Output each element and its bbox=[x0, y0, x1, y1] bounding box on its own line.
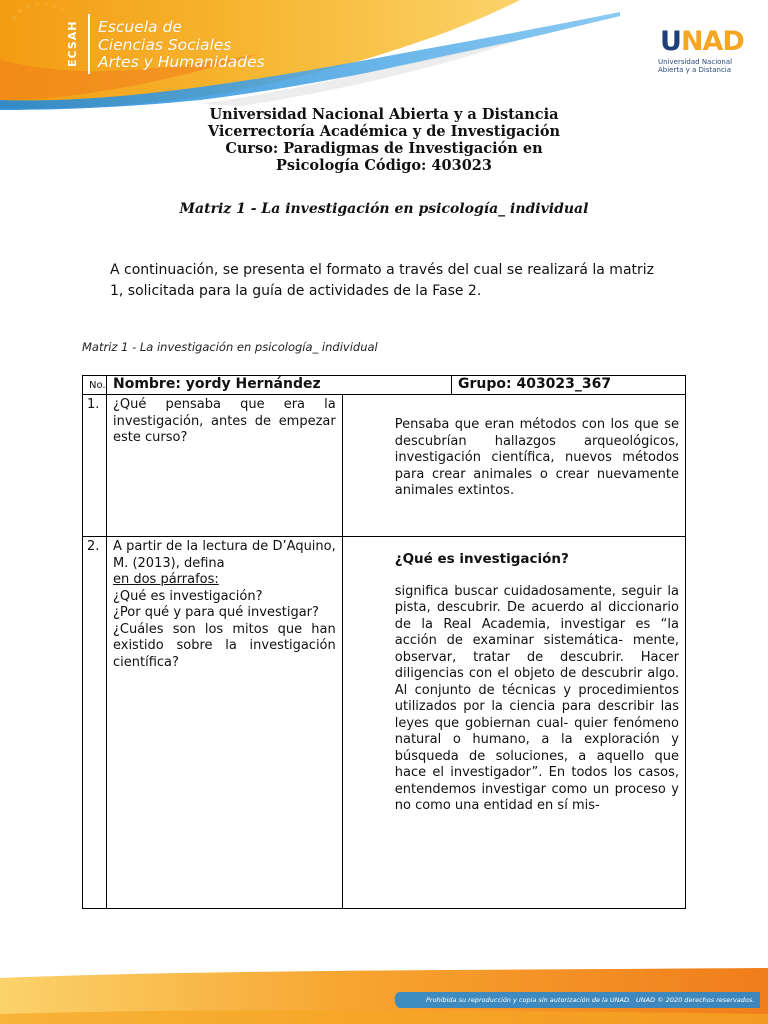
question-item: ¿Qué es investigación? bbox=[112, 588, 263, 604]
header-student-name: Nombre: yordy Hernández bbox=[107, 376, 452, 394]
question-underlined: en dos párrafos: bbox=[112, 572, 219, 587]
answer-text: Pensaba que eran métodos con los que se descubrían hallazgos arqueológicos, investigación científica, nuevos métodos para crear animales o crear nuevamente animales extintos. bbox=[394, 417, 679, 498]
footer-copyright-notice: Prohibida su reproducción y copia sin autorización de la UNAD. bbox=[426, 996, 632, 1004]
row-question: ¿Qué pensaba que era la investigación, antes de empezar este curso? bbox=[106, 395, 342, 537]
table-header-row bbox=[83, 376, 686, 395]
matrix-subtitle: Matriz 1 - La investigación en psicología_ individual bbox=[179, 201, 589, 217]
header-group: Grupo: 403023_367 bbox=[457, 376, 612, 392]
unad-logo-icon bbox=[0, 0, 100, 70]
header-banner bbox=[0, 0, 768, 112]
question-item: ¿Por qué y para qué investigar? bbox=[112, 605, 319, 620]
title-vicerrectoria: Vicerrectoría Académica y de Investigación bbox=[207, 123, 561, 140]
school-name-line-1: Escuela de bbox=[98, 18, 182, 36]
table-row bbox=[83, 395, 686, 537]
title-course-code: Psicología Código: 403023 bbox=[276, 157, 492, 174]
row-number: 1. bbox=[83, 395, 107, 537]
header-no: No. bbox=[83, 376, 107, 395]
table-row bbox=[83, 537, 686, 909]
row-question bbox=[106, 537, 342, 909]
school-name-line-2: Ciencias Sociales bbox=[98, 36, 232, 54]
ecsah-label: ECSAH bbox=[66, 20, 79, 68]
unad-logo-subtitle: Universidad Nacional Abierta y a Distancia bbox=[658, 58, 733, 74]
footer-rights: UNAD © 2020 derechos reservados. bbox=[636, 996, 755, 1004]
unad-logo-text: UNAD bbox=[660, 26, 744, 57]
row-answer bbox=[342, 395, 685, 537]
intro-paragraph: A continuación, se presenta el formato a través del cual se realizará la matriz 1, solicitada para la guía de actividades de la Fase 2. bbox=[110, 262, 655, 299]
question-item: ¿Cuáles son los mitos que han existido sobre la investigación científica? bbox=[112, 621, 336, 670]
question-intro: A partir de la lectura de D’Aquino, M. (2013), defina bbox=[112, 539, 336, 571]
title-course: Curso: Paradigmas de Investigación en bbox=[225, 140, 543, 157]
school-name-line-3: Artes y Humanidades bbox=[98, 53, 265, 71]
document-title-block bbox=[160, 106, 608, 174]
answer-heading: ¿Qué es investigación? bbox=[394, 551, 569, 567]
matrix-table bbox=[82, 375, 686, 909]
table-caption: Matriz 1 - La investigación en psicología_ individual bbox=[82, 340, 378, 354]
row-number: 2. bbox=[83, 537, 107, 909]
row-answer bbox=[342, 537, 685, 909]
title-university: Universidad Nacional Abierta y a Distancia bbox=[209, 106, 559, 123]
header-name-group-cell bbox=[106, 376, 685, 395]
answer-text: significa buscar cuidadosamente, seguir la pista, descubrir. De acuerdo al diccionario de la Real Academia, investigar es “la acción de examinar sistemática- mente, observar, tratar de descubrir. Hacer diligencias con el objeto de descubrir algo. Al conjunto de técnicas y procedimientos utilizados por la ciencia para describir las leyes que gobiernan cual- quier fenómeno natural o humano, a la exploración y búsqueda de soluciones, a aquello que hace el investigador”. En todos los casos, entendemos investigar como un proceso y no como una entidad en sí mis- bbox=[394, 583, 679, 813]
